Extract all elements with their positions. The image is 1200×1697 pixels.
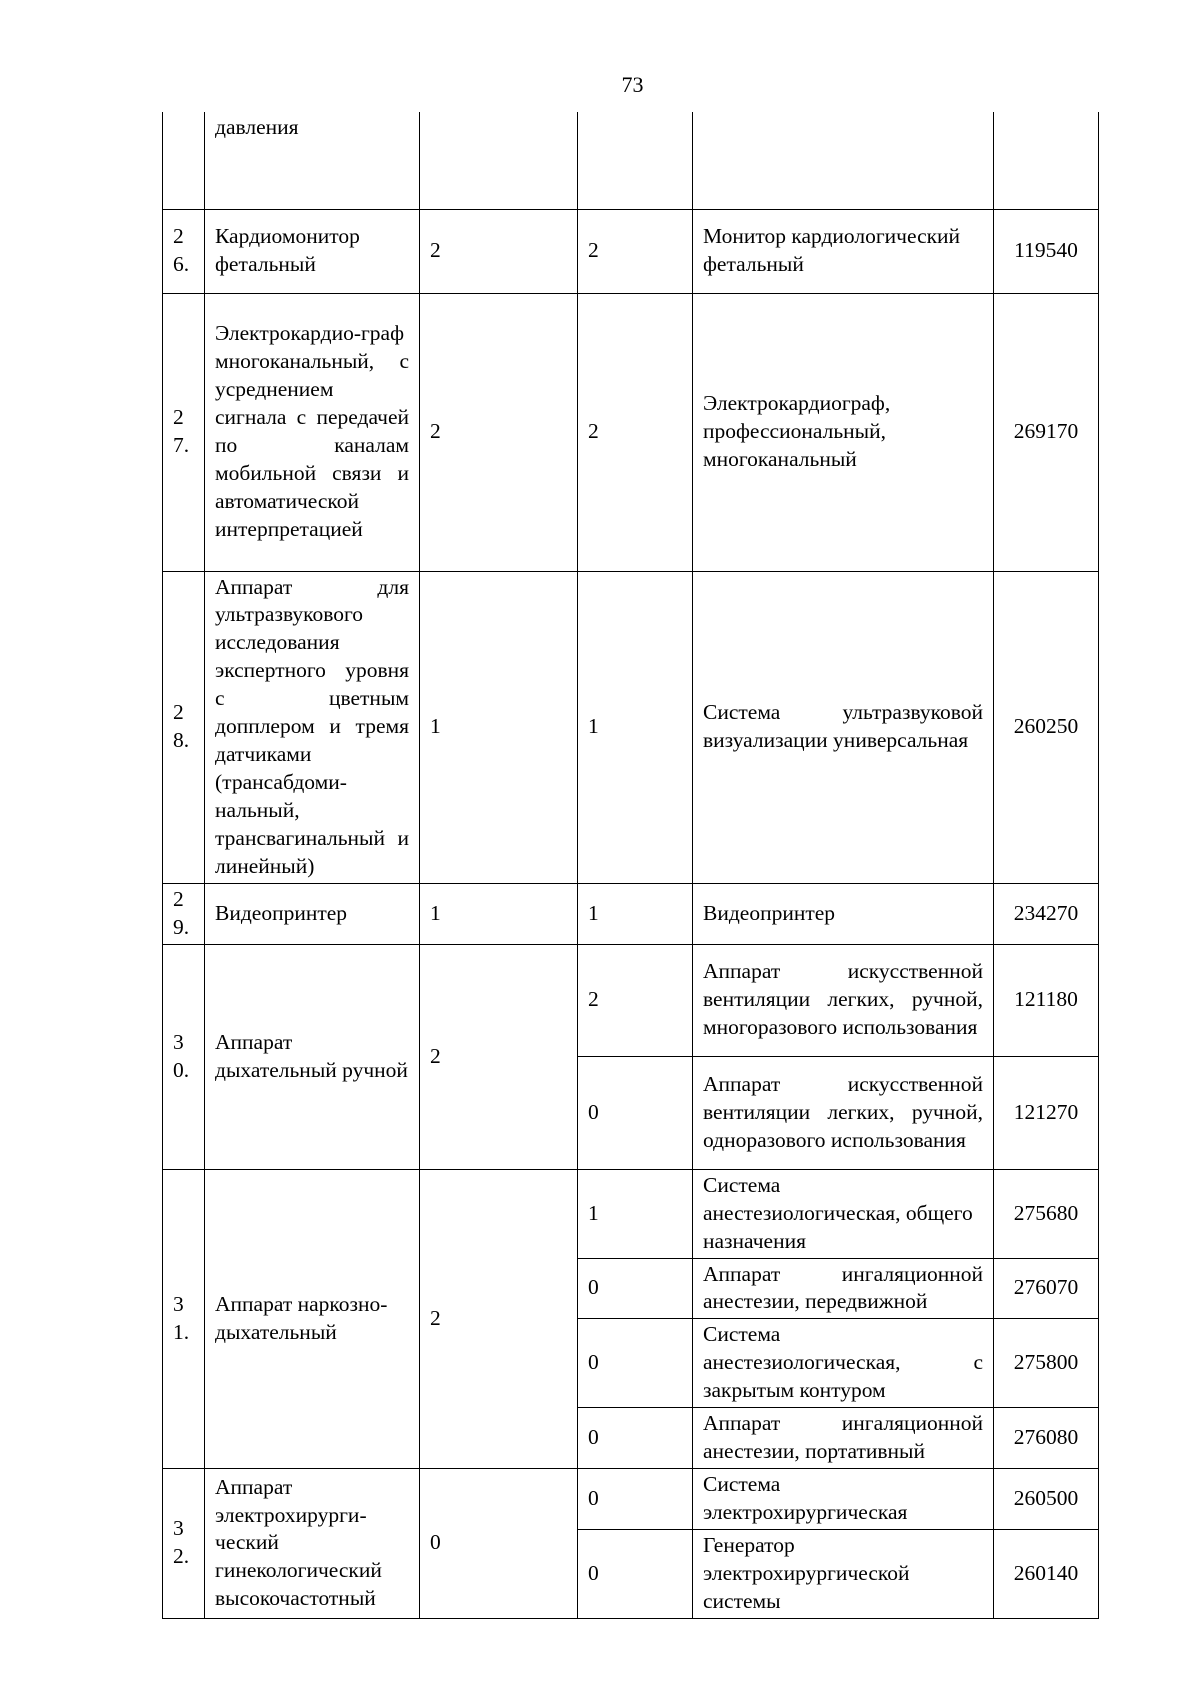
- table-row: [163, 293, 1099, 571]
- equipment-name-cell: Аппарат дыхательный ручной: [205, 944, 420, 1169]
- type-code-cell: 276080: [994, 1408, 1099, 1469]
- table-row: [163, 1469, 1099, 1530]
- type-description-cell: Система электрохирургическая: [693, 1469, 994, 1530]
- equipment-table: [162, 112, 1099, 1619]
- type-description-cell: [693, 112, 994, 209]
- quantity-available-cell: 2: [578, 209, 693, 293]
- equipment-name-cell: давления: [205, 112, 420, 209]
- row-number-cell: 3 1.: [163, 1169, 205, 1468]
- table-row: [163, 883, 1099, 944]
- type-description-cell: Система анестезиологическая, с закрытым контуром: [693, 1319, 994, 1408]
- type-description-cell: Генератор электрохирургической системы: [693, 1529, 994, 1618]
- type-description-cell: Аппарат искусственной вентиляции легких, ручной, одноразового использования: [693, 1056, 994, 1169]
- type-code-cell: 260500: [994, 1469, 1099, 1530]
- quantity-available-cell: 0: [578, 1319, 693, 1408]
- type-description-cell: Система анестезиологическая, общего назначения: [693, 1169, 994, 1258]
- type-description-cell: Аппарат ингаляционной анестезии, портативный: [693, 1408, 994, 1469]
- equipment-name-cell: Аппарат для ультразвукового исследования экспертного уровня с цветным допплером и тремя датчиками (трансабдоми-нальный, трансвагинальный и линейный): [205, 571, 420, 883]
- quantity-required-cell: 2: [420, 944, 578, 1169]
- table-row: [163, 944, 1099, 1056]
- quantity-available-cell: 1: [578, 883, 693, 944]
- equipment-name-cell: Электрокардио-граф многоканальный, с усреднением сигнала с передачей по каналам мобильной связи и автоматической интерпретацией: [205, 293, 420, 571]
- quantity-available-cell: [578, 112, 693, 209]
- type-description-cell: Монитор кардиологический фетальный: [693, 209, 994, 293]
- quantity-available-cell: 1: [578, 571, 693, 883]
- equipment-name-cell: Аппарат электрохирурги-ческий гинекологический высокочастотный: [205, 1469, 420, 1619]
- quantity-available-cell: 0: [578, 1529, 693, 1618]
- quantity-required-cell: 2: [420, 209, 578, 293]
- type-code-cell: 121270: [994, 1056, 1099, 1169]
- quantity-required-cell: 1: [420, 571, 578, 883]
- type-description-cell: Электрокардиограф, профессиональный, многоканальный: [693, 293, 994, 571]
- quantity-available-cell: 2: [578, 293, 693, 571]
- row-number-cell: 2 9.: [163, 883, 205, 944]
- quantity-available-cell: 0: [578, 1258, 693, 1319]
- quantity-available-cell: 0: [578, 1056, 693, 1169]
- type-code-cell: [994, 112, 1099, 209]
- row-number-cell: 3 2.: [163, 1469, 205, 1619]
- type-code-cell: 275800: [994, 1319, 1099, 1408]
- table-row: [163, 1169, 1099, 1258]
- row-number-cell: 2 6.: [163, 209, 205, 293]
- quantity-required-cell: 0: [420, 1469, 578, 1619]
- row-number-cell: 2 8.: [163, 571, 205, 883]
- quantity-required-cell: 2: [420, 293, 578, 571]
- type-code-cell: 260250: [994, 571, 1099, 883]
- table-row: [163, 112, 1099, 209]
- row-number-cell: 2 7.: [163, 293, 205, 571]
- type-code-cell: 234270: [994, 883, 1099, 944]
- quantity-available-cell: 2: [578, 944, 693, 1056]
- table-row: [163, 209, 1099, 293]
- quantity-required-cell: [420, 112, 578, 209]
- equipment-name-cell: Аппарат наркозно-дыхательный: [205, 1169, 420, 1468]
- type-description-cell: Аппарат ингаляционной анестезии, передвижной: [693, 1258, 994, 1319]
- quantity-required-cell: 2: [420, 1169, 578, 1468]
- quantity-available-cell: 1: [578, 1169, 693, 1258]
- quantity-available-cell: 0: [578, 1408, 693, 1469]
- row-number-cell: [163, 112, 205, 209]
- quantity-available-cell: 0: [578, 1469, 693, 1530]
- type-description-cell: Аппарат искусственной вентиляции легких, ручной, многоразового использования: [693, 944, 994, 1056]
- type-code-cell: 260140: [994, 1529, 1099, 1618]
- type-code-cell: 276070: [994, 1258, 1099, 1319]
- quantity-required-cell: 1: [420, 883, 578, 944]
- equipment-name-cell: Кардиомонитор фетальный: [205, 209, 420, 293]
- equipment-name-cell: Видеопринтер: [205, 883, 420, 944]
- type-code-cell: 269170: [994, 293, 1099, 571]
- type-code-cell: 119540: [994, 209, 1099, 293]
- type-code-cell: 121180: [994, 944, 1099, 1056]
- table-row: [163, 571, 1099, 883]
- page-number: 73: [621, 72, 644, 97]
- type-description-cell: Система ультразвуковой визуализации универсальная: [693, 571, 994, 883]
- row-number-cell: 3 0.: [163, 944, 205, 1169]
- type-code-cell: 275680: [994, 1169, 1099, 1258]
- type-description-cell: Видеопринтер: [693, 883, 994, 944]
